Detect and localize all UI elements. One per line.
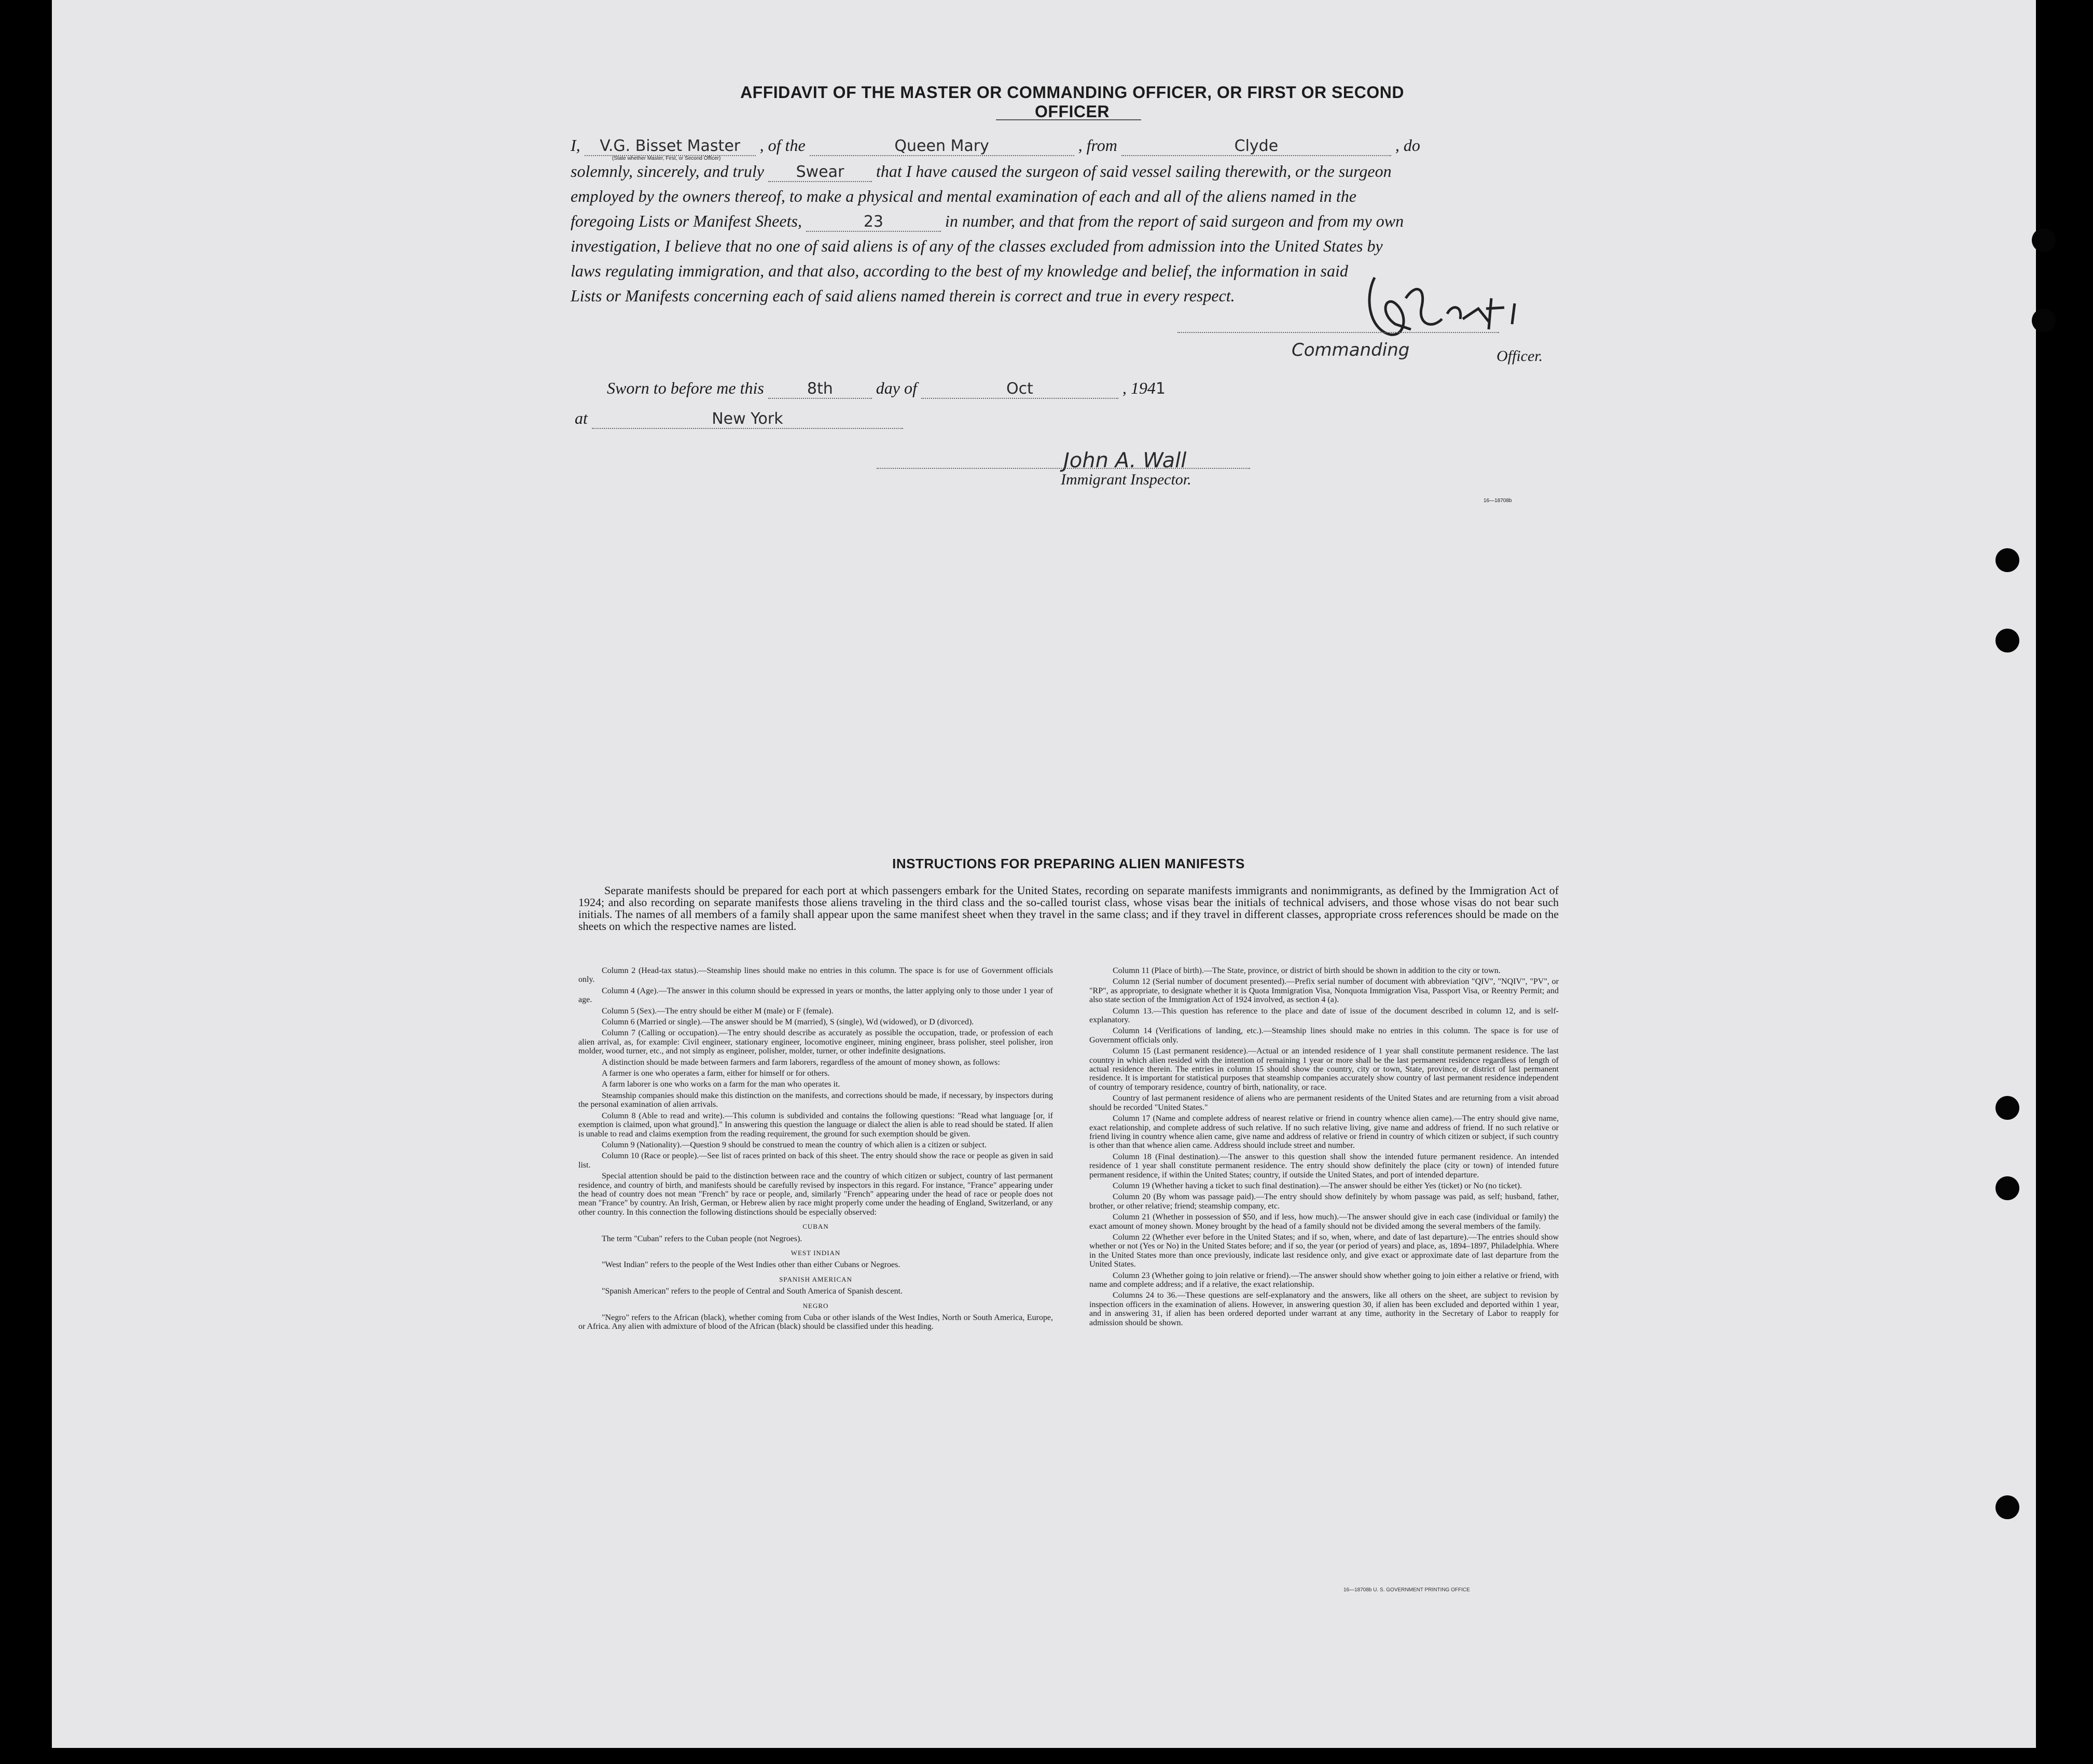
affidavit-form-number: 16—18708b — [1484, 498, 1512, 504]
month-value: Oct — [1006, 380, 1033, 398]
place-field — [592, 410, 903, 429]
month-field — [921, 380, 1118, 399]
instructions-left-column — [578, 966, 1053, 1334]
instruction-paragraph: Column 2 (Head-tax status).—Steamship lines should make no entries in this column. The space is for use of Government officials only. — [578, 966, 1053, 984]
affidavit-line-6: laws regulating immigration, and that also, according to the best of my knowledge and belief, the information in said — [571, 261, 1348, 280]
instruction-paragraph: Columns 24 to 36.—These questions are self-explanatory and the answers, like all others on the sheet, are subject to revision by inspection officers in the examination of aliens. However, in answering question 30, if alien has been excluded and deported within 1 year, and in answering 31, if alien has been ordered deported under warrant at any time, authority in the Secretary of Labor to reapply for admission should be shown. — [1089, 1291, 1559, 1327]
instruction-paragraph: Column 11 (Place of birth).—The State, province, or district of birth should be shown in addition to the city or town. — [1113, 966, 1501, 975]
instruction-paragraph: Column 14 (Verifications of landing, etc.).—Steamship lines should make no entries in this column. The space is for use of Government officials only. — [1089, 1026, 1559, 1045]
line4-text-b: in number, and that from the report of said surgeon and from my own — [945, 212, 1404, 230]
affidavit-line-3: employed by the owners thereof, to make a physical and mental examination of each and all of the aliens named in the — [571, 187, 1356, 205]
ship-name: Queen Mary — [894, 137, 989, 155]
instructions-title: INSTRUCTIONS FOR PREPARING ALIEN MANIFESTS — [892, 856, 1245, 871]
of-the-label: , of the — [759, 136, 806, 155]
instruction-paragraph: Column 10 (Race or people).—See list of races printed on back of this sheet. The entry should show the race or people as given in said list. — [578, 1151, 1053, 1170]
instruction-paragraph: Column 17 (Name and complete address of nearest relative or friend in country whence alien came).—The entry should give name, exact relationship, and complete address of such relative. If no such relative living, give name and address of friend. If no such relative or friend living in country whence alien came, give name and address of relative or friend in country of which citizen or subject, if such country is other than that whence alien came. Address should include street and number. — [1089, 1114, 1559, 1150]
punch-hole — [1995, 1495, 2019, 1519]
line4-text-a: foregoing Lists or Manifest Sheets, — [571, 212, 802, 230]
instruction-paragraph: Column 22 (Whether ever before in the United States; and if so, when, where, and date of last departure).—The entries should show whether or not (Yes or No) in the United States before; and if so, the year (or period of years) and place, as, 1894–1897, Philadelphia. Where in the United States more than once previously, indicate last residence only, and give exact or approximate date of last departure from the United States. — [1089, 1232, 1559, 1269]
punch-hole — [2032, 228, 2056, 252]
affidavit-line-4 — [571, 212, 1554, 237]
punch-hole — [1995, 1096, 2019, 1120]
negro-text: "Negro" refers to the African (black), whether coming from Cuba or other islands of the West Indies, North or South America, Europe, or Africa. Any alien with admixture of blood of the African (black) should be classified under this heading. — [578, 1313, 1053, 1331]
instruction-paragraph: Column 21 (Whether in possession of $50, and if less, how much).—The answer should give in each case (individual or family) the exact amount of money shown. Money brought by the head of a family should not be divided among the several members of the family. — [1089, 1213, 1559, 1231]
place-value: New York — [712, 410, 783, 428]
affidavit-title: AFFIDAVIT OF THE MASTER OR COMMANDING OFFICER, OR FIRST OR SECOND OFFICER — [740, 83, 1404, 121]
printing-office-footer: 16—18708b U. S. GOVERNMENT PRINTING OFFICE — [1343, 1587, 1470, 1593]
i-prefix: I, — [571, 136, 580, 155]
instructions-right-column — [1089, 966, 1559, 1329]
master-signature — [1359, 267, 1535, 350]
sheets-count: 23 — [863, 213, 884, 231]
sworn-prefix: Sworn to before me this — [607, 379, 764, 397]
punch-hole — [1995, 1176, 2019, 1200]
instruction-paragraph: Column 8 (Able to read and write).—This column is subdivided and contains the following questions: "Read what language [or, if exemption is claimed, upon what ground]." In answering this question the language or dialect the alien is able to read should be stated. If alien is unable to read and claims exemption from the reading requirement, the ground for such exemption should be given. — [578, 1111, 1053, 1138]
instruction-paragraph: A distinction should be made between farmers and farm laborers, regardless of the amount of money shown, as follows: — [602, 1058, 1000, 1067]
spanish-american-text: "Spanish American" refers to the people of Central and South America of Spanish descent. — [602, 1287, 903, 1296]
sworn-line — [607, 379, 1307, 404]
swear-word: Swear — [796, 163, 844, 181]
west-indian-heading: WEST INDIAN — [791, 1248, 841, 1257]
instruction-paragraph: Special attention should be paid to the distinction between race and the country of which citizen or subject, country of last permanent residence, and country of birth, and manifests should be carefully revised by inspectors in this regard. For instance, "France" appearing under the head of country does not mean "French" by race or people, and, similarly "French" appearing under the head of race or people does not mean "France" by country. An Irish, German, or Hebrew alien by race might properly come under the heading of England, Switzerland, or any other country. In this connection the following distinctions should be especially observed: — [578, 1172, 1053, 1217]
day-value: 8th — [807, 380, 833, 398]
spanish-american-heading: SPANISH AMERICAN — [779, 1275, 852, 1283]
west-indian-text: "West Indian" refers to the people of the West Indies other than either Cubans or Negroes. — [602, 1260, 900, 1270]
instruction-paragraph: Column 12 (Serial number of document presented).—Prefix serial number of document with abbreviation "QIV", "NQIV", "PV", or "RP", as appropriate, to designate whether it is Quota Immigration Visa, Nonquota Immigration Visa, Passport Visa, or Reentry Permit; and also state section of the Immigration Act of 1924 involved, as section 4 (a). — [1089, 977, 1559, 1005]
inspector-signature: John A. Wall — [1063, 449, 1187, 473]
instruction-paragraph: Column 6 (Married or single).—The answer should be M (married), S (single), Wd (widowed), or D (divorced). — [602, 1018, 974, 1027]
officer-rank: Master — [687, 137, 741, 155]
commanding-word: Commanding — [1292, 340, 1410, 360]
instruction-paragraph: Column 23 (Whether going to join relative or friend).—The answer should show whether going to join either a relative or friend, with name and complete address; and if a relative, the exact relationship. — [1089, 1271, 1559, 1289]
place-line — [575, 409, 938, 434]
affidavit-line-7: Lists or Manifests concerning each of said aliens named therein is correct and true in every respect. — [571, 286, 1235, 305]
cuban-text: The term "Cuban" refers to the Cuban people (not Negroes). — [602, 1234, 802, 1243]
port-name: Clyde — [1234, 137, 1279, 155]
inspector-label: Immigrant Inspector. — [1061, 471, 1191, 488]
day-of-label: day of — [876, 379, 917, 397]
affidavit-line-5: investigation, I believe that no one of said aliens is of any of the classes excluded from admission into the United States by — [571, 237, 1383, 255]
day-field — [768, 380, 872, 399]
instruction-paragraph: Column 5 (Sex).—The entry should be either M (male) or F (female). — [602, 1006, 834, 1016]
at-label: at — [575, 409, 588, 427]
instruction-paragraph: Column 13.—This question has reference to the place and date of issue of the document described in column 12, and is self-explanatory. — [1089, 1006, 1559, 1025]
instruction-paragraph: Steamship companies should make this distinction on the manifests, and corrections should be made, if necessary, by inspectors during the personal examination of alien arrivals. — [578, 1091, 1053, 1109]
punch-hole — [2032, 309, 2056, 332]
instruction-paragraph: Column 20 (By whom was passage paid).—The entry should show definitely by whom passage was paid, as self; husband, father, brother, or other relative; friend; steamship company, etc. — [1089, 1192, 1559, 1211]
instruction-paragraph: Column 15 (Last permanent residence).—Actual or an intended residence of 1 year shall constitute permanent residence. The last country in which alien resided with the intention of remaining 1 year or more shall be the last permanent residence regardless of length of actual residence therein. The entries in column 15 should show the country, city or town, State, province, or district of last permanent residence. It is important for statistical purposes that steamship companies accurately show country of last permanent residence independent of country of temporary residence, country of birth, nationality, or race. — [1089, 1047, 1559, 1092]
instruction-paragraph: Column 4 (Age).—The answer in this column should be expressed in years or months, the latter applying only to those under 1 year of age. — [578, 986, 1053, 1005]
instruction-paragraph: A farm laborer is one who works on a farm for the man who operates it. — [602, 1080, 840, 1089]
instruction-paragraph: Column 7 (Calling or occupation).—The entry should describe as accurately as possible the occupation, trade, or profession of each alien arrival, as, for example: Civil engineer, stationary engineer, locomotive engineer, mining engineer, brass polisher, steel polisher, iron molder, wood turner, etc., and not simply as engineer, polisher, molder, turner, or other indefinite designations. — [578, 1029, 1053, 1056]
officer-name: V.G. Bisset — [600, 137, 683, 155]
sheets-field — [806, 213, 941, 232]
affidavit-line-2 — [571, 162, 1554, 187]
negro-heading: NEGRO — [802, 1301, 829, 1310]
instruction-paragraph: Column 19 (Whether having a ticket to such final destination).—The answer should be either Yes (ticket) or No (no ticket). — [1113, 1181, 1522, 1190]
rank-note: (State whether Master, First, or Second Officer) — [612, 156, 721, 161]
instruction-paragraph: Column 18 (Final destination).—The answer to this question shall show the intended future permanent residence. An intended residence of 1 year shall constitute permanent residence. The entry should show definitely the place (city or town) of intended future permanent residence, if within the United States; country, if outside the United States, and port of intended departure. — [1089, 1152, 1559, 1179]
from-label: , from — [1078, 136, 1117, 155]
line2-text-b: that I have caused the surgeon of said vessel sailing therewith, or the surgeon — [876, 162, 1392, 180]
ship-field — [810, 137, 1074, 156]
officer-signature-line — [1177, 332, 1499, 333]
officer-name-field — [585, 137, 756, 156]
port-field — [1121, 137, 1391, 156]
officer-label: Officer. — [1496, 348, 1543, 365]
do-label: , do — [1395, 136, 1420, 155]
punch-hole — [1995, 629, 2019, 652]
scan-border — [2036, 0, 2093, 1764]
title-rule — [996, 119, 1141, 120]
swear-field — [768, 163, 872, 182]
line2-text-a: solemnly, sincerely, and truly — [571, 162, 764, 180]
cuban-heading: CUBAN — [802, 1223, 829, 1231]
instruction-paragraph: A farmer is one who operates a farm, either for himself or for others. — [602, 1069, 830, 1078]
year-digit: 1 — [1155, 380, 1166, 398]
inspector-signature-line — [877, 468, 1250, 469]
instruction-paragraph: Country of last permanent residence of aliens who are permanent residents of the United States and are returning from a visit abroad should be recorded "United States." — [1089, 1094, 1559, 1112]
punch-hole — [1995, 548, 2019, 572]
instruction-paragraph: Column 9 (Nationality).—Question 9 should be construed to mean the country of which alien is a citizen or subject. — [602, 1140, 987, 1149]
year-label: , 194 — [1122, 379, 1156, 397]
instructions-intro: Separate manifests should be prepared for each port at which passengers embark for the United States, recording on separate manifests immigrants and nonimmigrants, as defined by the Immigration Act of 1924; and also recording on separate manifests those aliens traveling in the third class and the so-called tourist class, whose visas bear the initials of technical advisers, and those whose visas do not bear such initials. The names of all members of a family shall appear upon the same manifest sheet when they travel in the same class; and if they travel in different classes, appropriate cross references should be made on the sheets on which the respective names are listed. — [578, 884, 1559, 933]
